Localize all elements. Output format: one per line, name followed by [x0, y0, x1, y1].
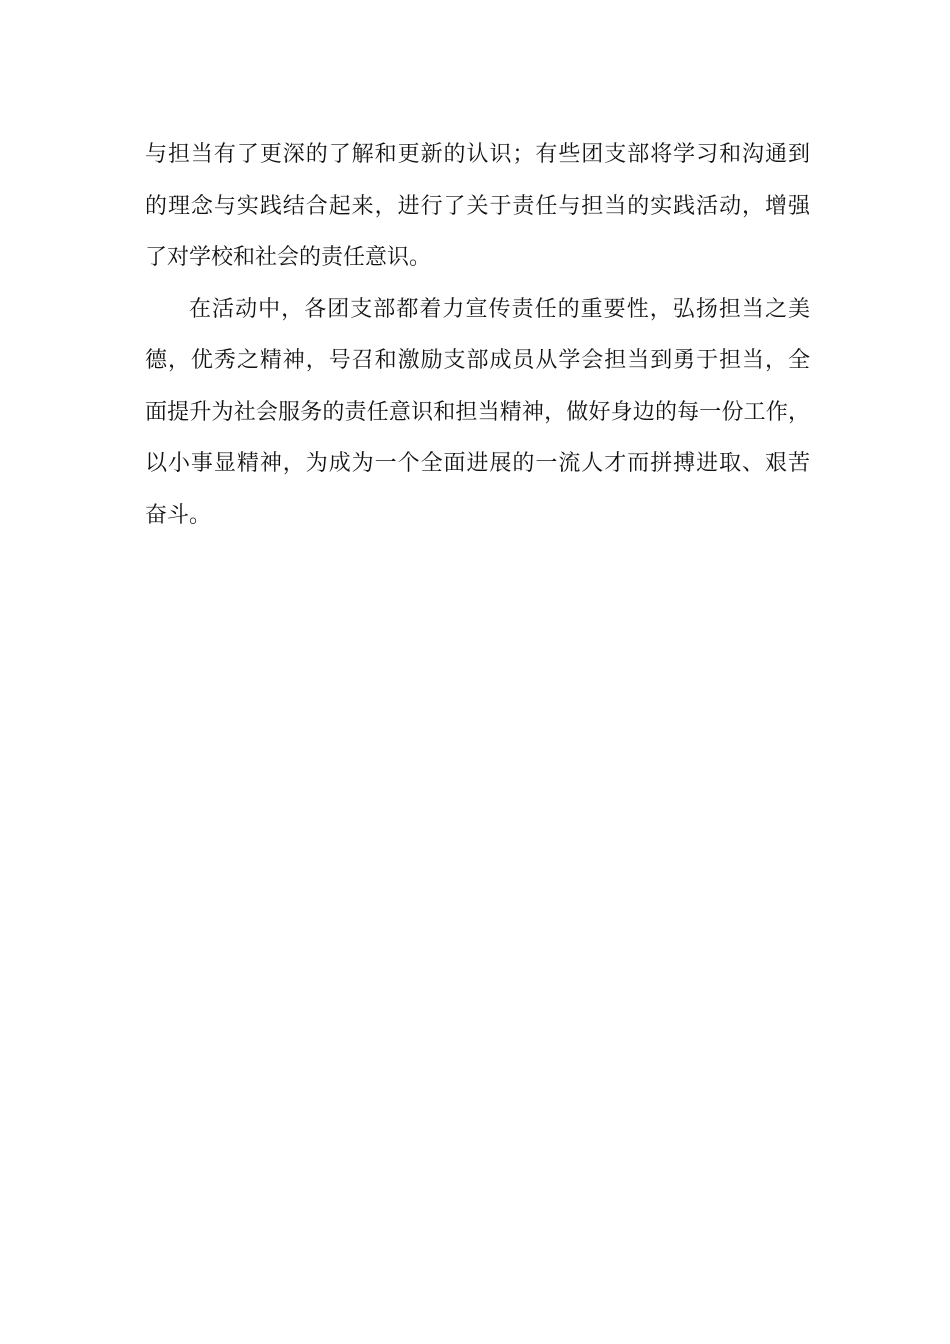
paragraph-1-line-2: 的理念与实践结合起来，进行了关于责任与担当的实践活动，增强 — [145, 193, 810, 219]
paragraph-2-line-4: 以小事显精神，为成为一个全面进展的一流人才而拼搏进取、艰苦 — [145, 451, 810, 476]
paragraph-2-line-3: 面提升为社会服务的责任意识和担当精神，做好身边的每一份工作， — [145, 399, 810, 425]
paragraph-2-line-1: 在活动中，各团支部都着力宣传责任的重要性，弘扬担当之美 — [189, 296, 810, 322]
document-body — [145, 129, 810, 541]
paragraph-2-line-5: 奋斗。 — [145, 502, 212, 528]
paragraph-1-line-1: 与担当有了更深的了解和更新的认识；有些团支部将学习和沟通到 — [145, 142, 810, 167]
paragraph-2-line-2: 德，优秀之精神，号召和激励支部成员从学会担当到勇于担当，全 — [145, 348, 810, 373]
paragraph-1-line-3: 了对学校和社会的责任意识。 — [145, 245, 432, 270]
